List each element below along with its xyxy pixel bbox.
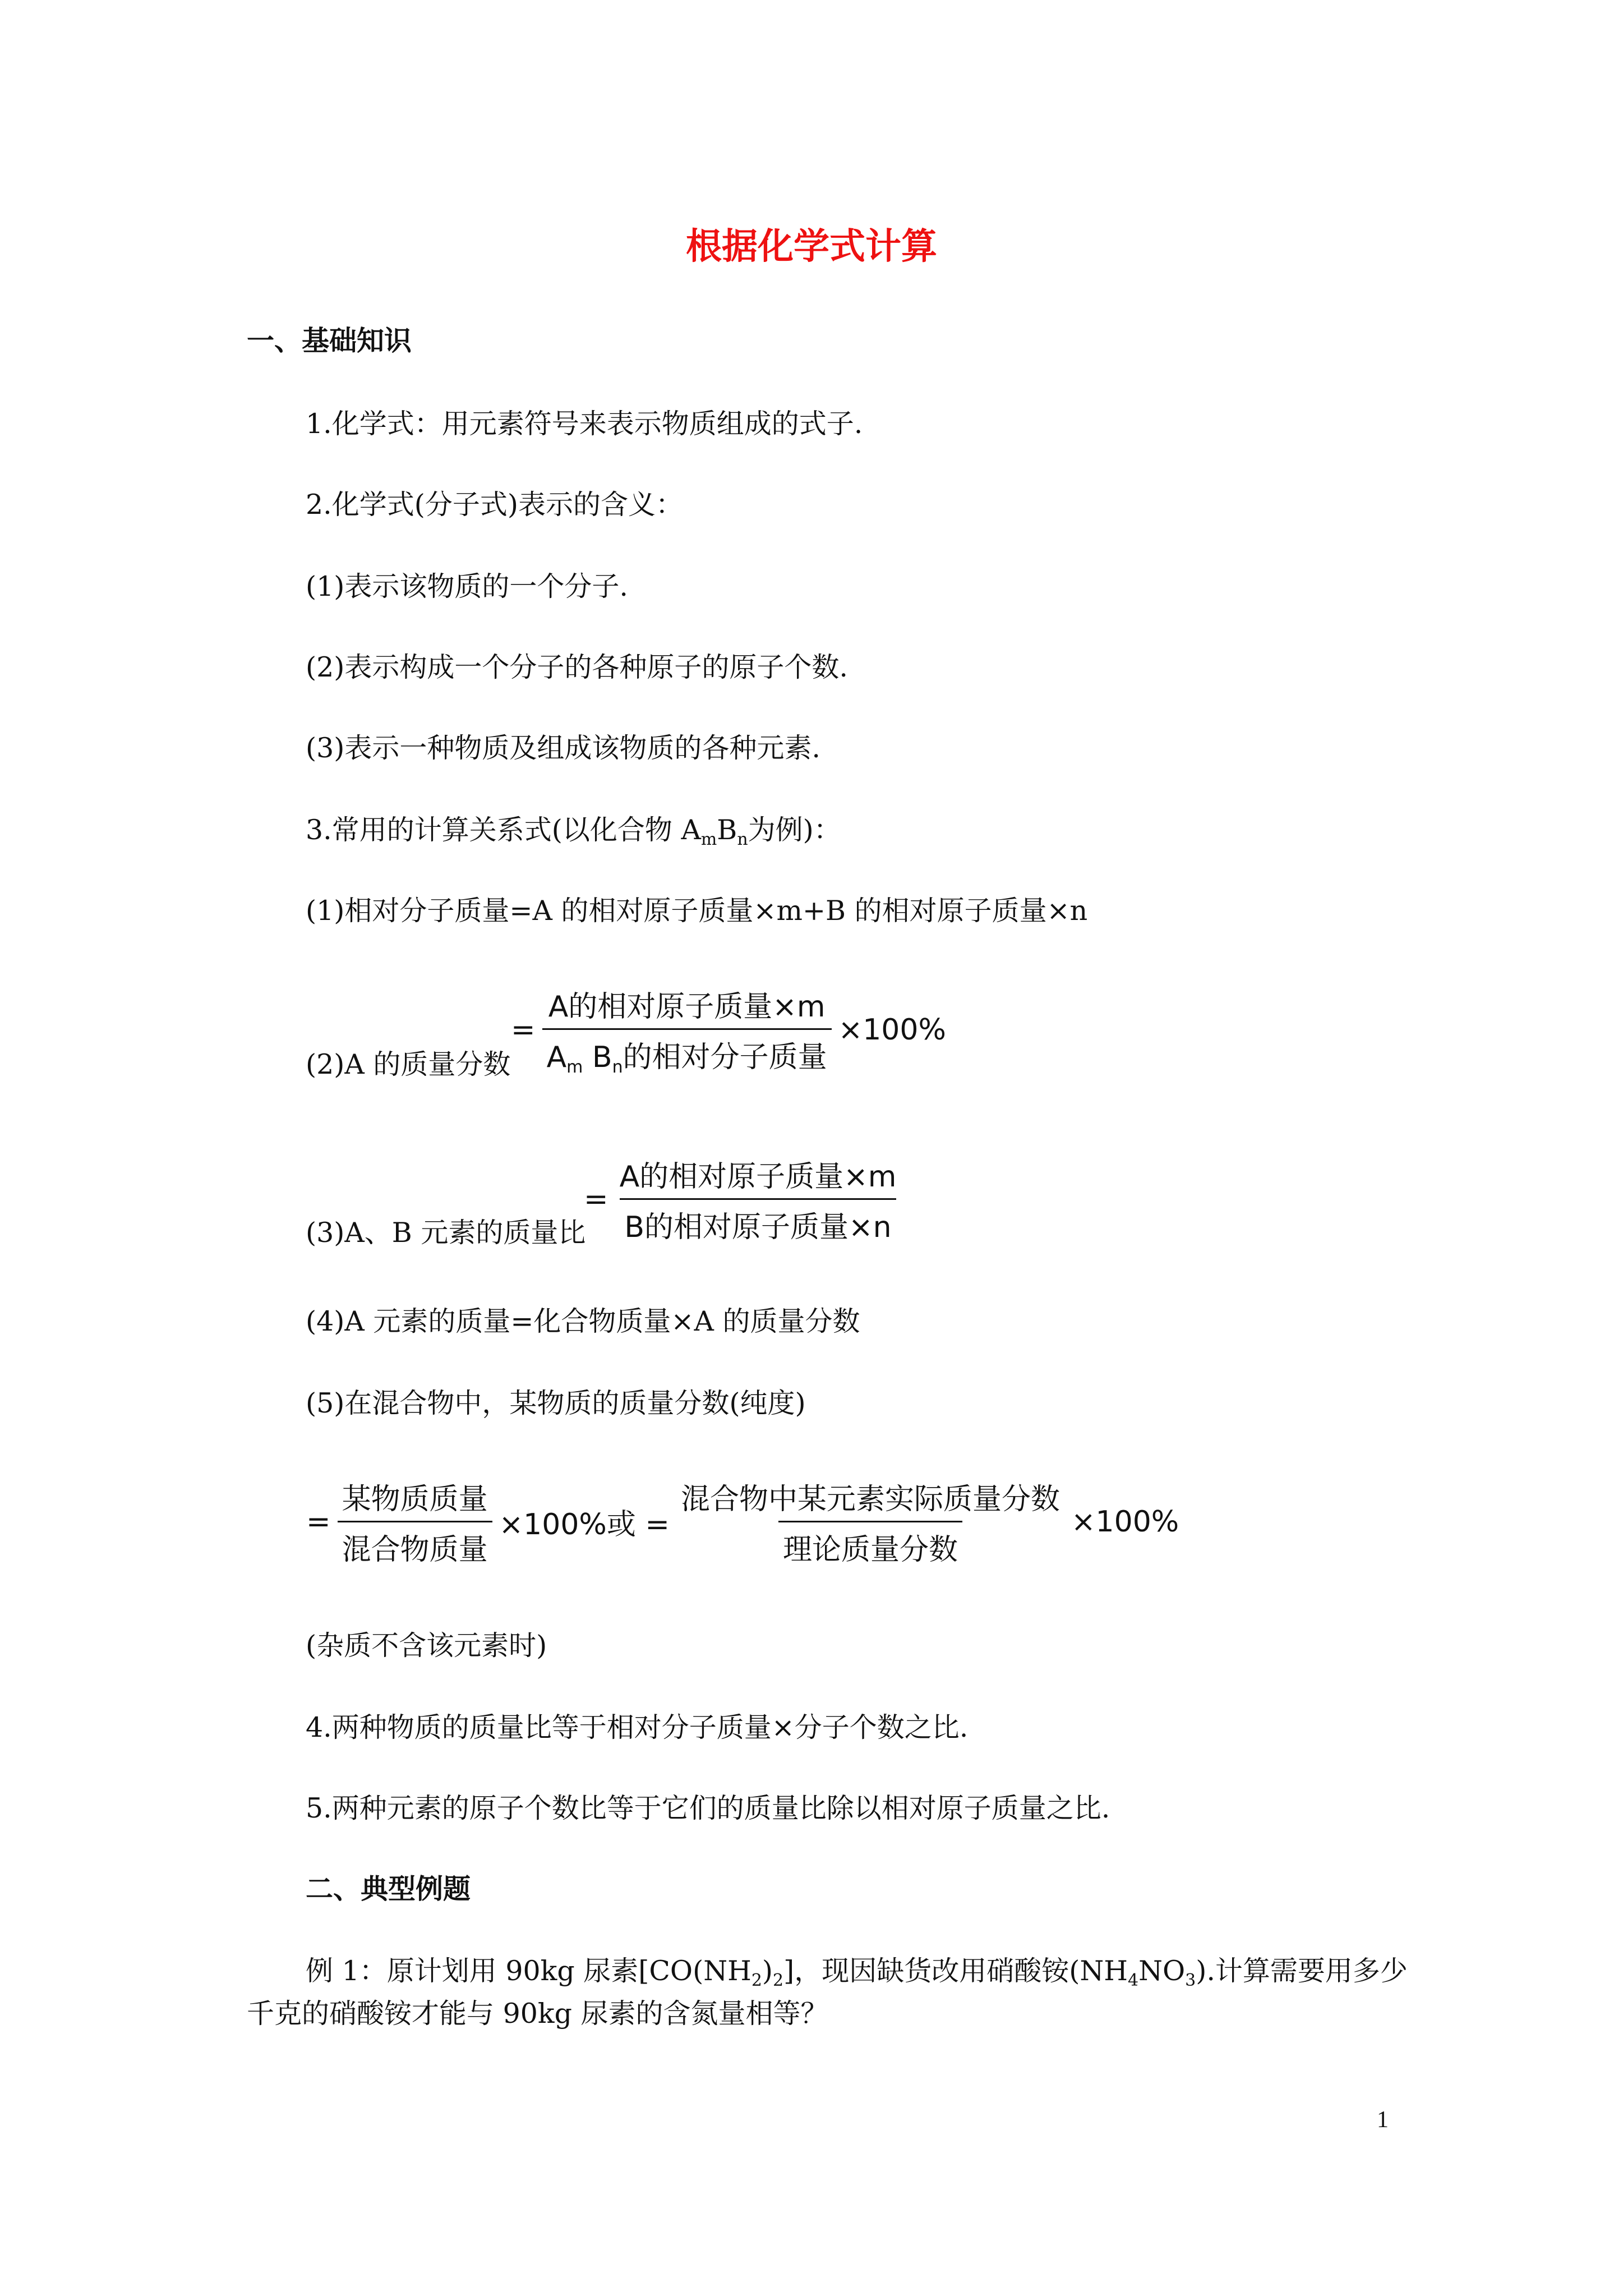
denominator-2: 理论质量分数	[778, 1521, 962, 1568]
paragraph-2-item-2: (2)表示构成一个分子的各种原子的原子个数.	[306, 651, 848, 683]
subscript-m: m	[700, 830, 717, 849]
calc-5-note: (杂质不含该元素时)	[306, 1630, 547, 1662]
section-heading-basics: 一、基础知识	[247, 325, 412, 357]
paragraph-2: 2.化学式(分子式)表示的含义：	[306, 489, 683, 521]
fraction	[542, 983, 832, 1077]
subscript-n: n	[737, 830, 748, 849]
ex1-text-a: 例 1：原计划用 90kg 尿素[CO(NH	[306, 1955, 751, 1987]
fraction-2	[676, 1475, 1064, 1568]
mass-ratio-formula	[580, 1153, 904, 1245]
denominator	[542, 1028, 832, 1077]
fraction-1	[338, 1475, 492, 1568]
numerator-2: 混合物中某元素实际质量分数	[680, 1483, 1060, 1516]
page-title: 根据化学式计算	[686, 226, 937, 268]
den-b: B	[592, 1041, 612, 1074]
denominator: B的相对原子质量×n	[620, 1198, 896, 1245]
paragraph-3-text-a: 3.常用的计算关系式(以化合物 A	[306, 814, 701, 846]
equals-sign: =	[306, 1504, 331, 1539]
purity-formula	[303, 1475, 1182, 1568]
paragraph-1: 1.化学式：用元素符号来表示物质组成的式子.	[306, 408, 863, 440]
times-100-percent: ×100%	[838, 1013, 946, 1047]
denominator-1: 混合物质量	[338, 1521, 492, 1568]
numerator-1: 某物质质量	[342, 1483, 488, 1516]
middle-operator: ×100%或 =	[499, 1508, 670, 1542]
ex1-text-d: NO	[1138, 1955, 1186, 1987]
den-sub-n: n	[612, 1057, 623, 1077]
mass-fraction-formula	[508, 983, 949, 1077]
den-rest: 的相对分子质量	[623, 1041, 827, 1074]
den-a: A	[546, 1041, 567, 1074]
paragraph-4: 4.两种物质的质量比等于相对分子质量×分子个数之比.	[306, 1711, 969, 1743]
equals-sign: =	[584, 1182, 608, 1216]
example-1-line-1	[306, 1954, 1408, 1998]
paragraph-2-item-3: (3)表示一种物质及组成该物质的各种元素.	[306, 732, 820, 764]
example-1-line-2: 千克的硝酸铵才能与 90kg 尿素的含氮量相等？	[247, 1998, 828, 2030]
paragraph-3-text-b: B	[717, 814, 737, 846]
calc-2-label: (2)A 的质量分数	[306, 1048, 511, 1080]
times-100-percent: ×100%	[1071, 1504, 1179, 1539]
ex1-text-e: ).计算需要用多少	[1196, 1955, 1408, 1987]
calc-3-label: (3)A、B 元素的质量比	[306, 1217, 586, 1249]
ex1-sub-2b: 2	[773, 1971, 784, 1990]
paragraph-3-text-c: 为例)：	[748, 814, 841, 846]
numerator: A的相对原子质量×m	[619, 1160, 897, 1194]
fraction	[615, 1153, 901, 1245]
ex1-sub-2: 2	[751, 1971, 762, 1990]
calc-1: (1)相对分子质量=A 的相对原子质量×m+B 的相对原子质量×n	[306, 895, 1088, 927]
paragraph-5: 5.两种元素的原子个数比等于它们的质量比除以相对原子质量之比.	[306, 1792, 1110, 1824]
page-number: 1	[1377, 2107, 1389, 2133]
ex1-text-b: )	[762, 1955, 773, 1987]
paragraph-3	[306, 813, 841, 857]
calc-5: (5)在混合物中，某物质的质量分数(纯度)	[306, 1387, 806, 1419]
numerator: A的相对原子质量×m	[548, 990, 826, 1024]
ex1-sub-3: 3	[1185, 1971, 1196, 1990]
ex1-sub-4: 4	[1127, 1971, 1139, 1990]
paragraph-2-item-1: (1)表示该物质的一个分子.	[306, 570, 628, 602]
calc-4: (4)A 元素的质量=化合物质量×A 的质量分数	[306, 1305, 860, 1337]
ex1-text-c: ]，现因缺货改用硝酸铵(NH	[783, 1955, 1128, 1987]
section-heading-examples: 二、典型例题	[306, 1873, 471, 1905]
den-sub-m: m	[566, 1057, 583, 1077]
equals-sign: =	[511, 1013, 536, 1047]
